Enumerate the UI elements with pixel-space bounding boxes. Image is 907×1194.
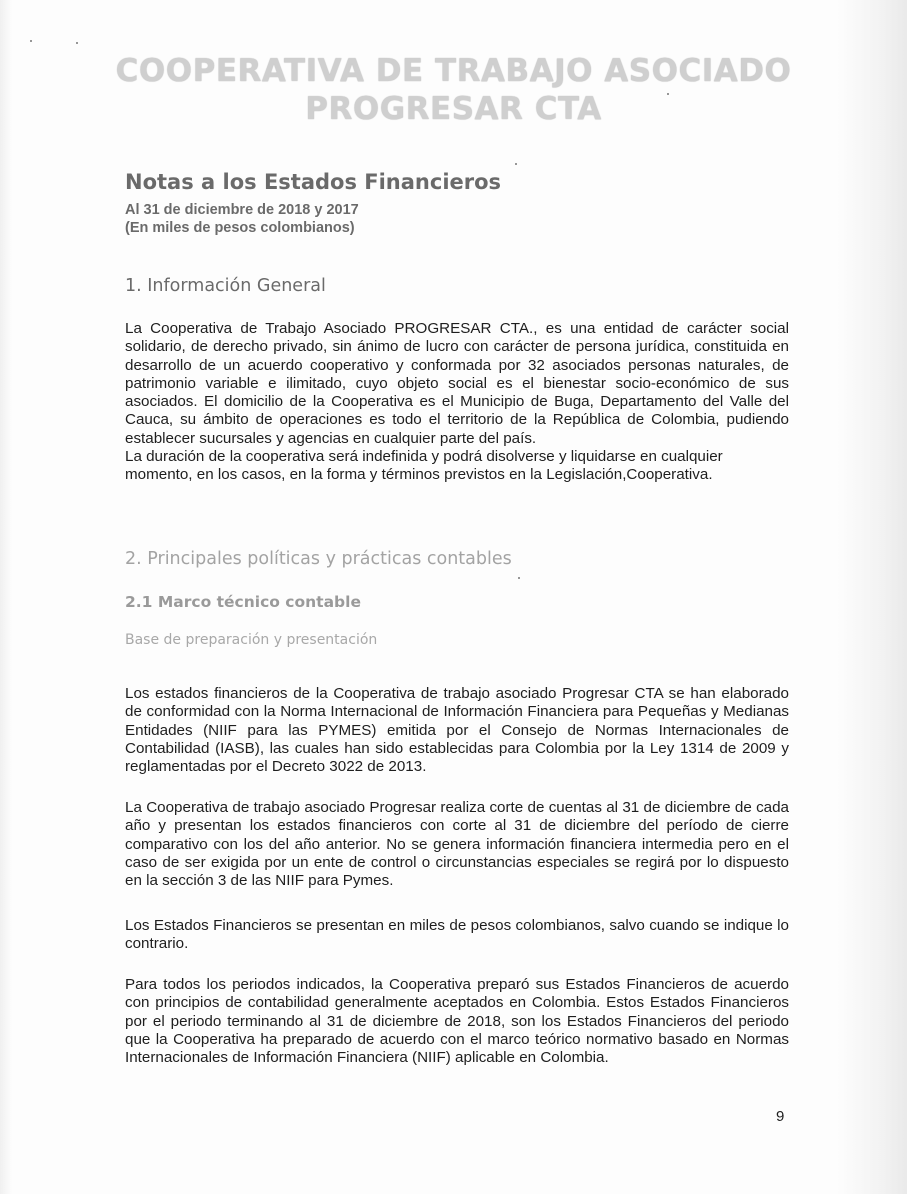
basis-paragraph-1: Los estados financieros de la Cooperativa de trabajo asociado Progresar CTA se han elaborado de conformidad con la Norma Internacional de Información Financiera para Pequeñas y Medianas Entidades (NIIF para las PYMES) emitida por el Consejo de Normas Internacionales de Contabilidad (IASB), las cuales han sido establecidas para Colombia por la Ley 1314 de 2009 y reglamentadas por el Decreto 3022 de 2013. xyxy=(125,685,789,776)
scan-speck xyxy=(30,40,32,42)
organization-title-line-1: COOPERATIVA DE TRABAJO ASOCIADO xyxy=(115,53,792,89)
basis-paragraph-4: Para todos los periodos indicados, la Cooperativa preparó sus Estados Financieros de acuerdo con principios de contabilidad generalmente aceptados en Colombia. Estos Estados Financieros por el periodo terminando al 31 de diciembre de 2018, son los Estados Financieros del periodo que la Cooperativa ha preparado de acuerdo con el marco teórico normativo basado en Normas Internacionales de Información Financiera (NIIF) aplicable en Colombia. xyxy=(125,976,789,1067)
page-number: 9 xyxy=(776,1108,785,1125)
scan-speck xyxy=(518,577,520,579)
general-paragraph-2: La duración de la cooperativa será indefinida y podrá disolverse y liquidarse en cualquier momento, en los casos, en la forma y términos previstos en la Legislación,Cooperativa. xyxy=(125,448,723,484)
organization-title xyxy=(60,52,847,128)
scan-speck xyxy=(76,42,78,44)
document-units: (En miles de pesos colombianos) xyxy=(125,220,355,236)
scan-shadow-left xyxy=(0,0,12,1194)
section-basis-heading: Base de preparación y presentación xyxy=(125,632,378,648)
basis-paragraph-2: La Cooperativa de trabajo asociado Progresar realiza corte de cuentas al 31 de diciembre de cada año y presentan los estados financieros con corte al 31 de diciembre del período de cierre comparativo con los del año anterior. No se genera información financiera intermedia pero en el caso de ser exigida por un ente de control o circunstancias especiales se regirá por lo dispuesto en la sección 3 de las NIIF para Pymes. xyxy=(125,799,789,890)
document-title: Notas a los Estados Financieros xyxy=(125,170,502,194)
general-paragraph: La Cooperativa de Trabajo Asociado PROGRESAR CTA., es una entidad de carácter social solidario, de derecho privado, sin ánimo de lucro con carácter de persona jurídica, constituida en desarrollo de un acuerdo cooperativo y conformada por 32 asociados personas naturales, de patrimonio variable e ilimitado, cuyo objeto social es el bienestar socio-económico de sus asociados. El domicilio de la Cooperativa es el Municipio de Buga, Departamento del Valle del Cauca, su ámbito de operaciones es todo el territorio de la República de Colombia, pudiendo establecer sucursales y agencias en cualquier parte del país. xyxy=(125,320,789,447)
scan-speck xyxy=(667,93,669,95)
organization-title-line-2: PROGRESAR CTA xyxy=(305,91,602,127)
basis-paragraph-3: Los Estados Financieros se presentan en miles de pesos colombianos, salvo cuando se indique lo contrario. xyxy=(125,917,789,953)
section-general-heading: 1. Información General xyxy=(125,276,326,296)
scan-speck xyxy=(515,163,517,165)
scan-shadow-right xyxy=(837,0,907,1194)
document-date: Al 31 de diciembre de 2018 y 2017 xyxy=(125,202,359,218)
section-framework-heading: 2.1 Marco técnico contable xyxy=(125,593,361,611)
section-general-body xyxy=(125,320,789,485)
section-policies-heading: 2. Principales políticas y prácticas contables xyxy=(125,549,512,569)
